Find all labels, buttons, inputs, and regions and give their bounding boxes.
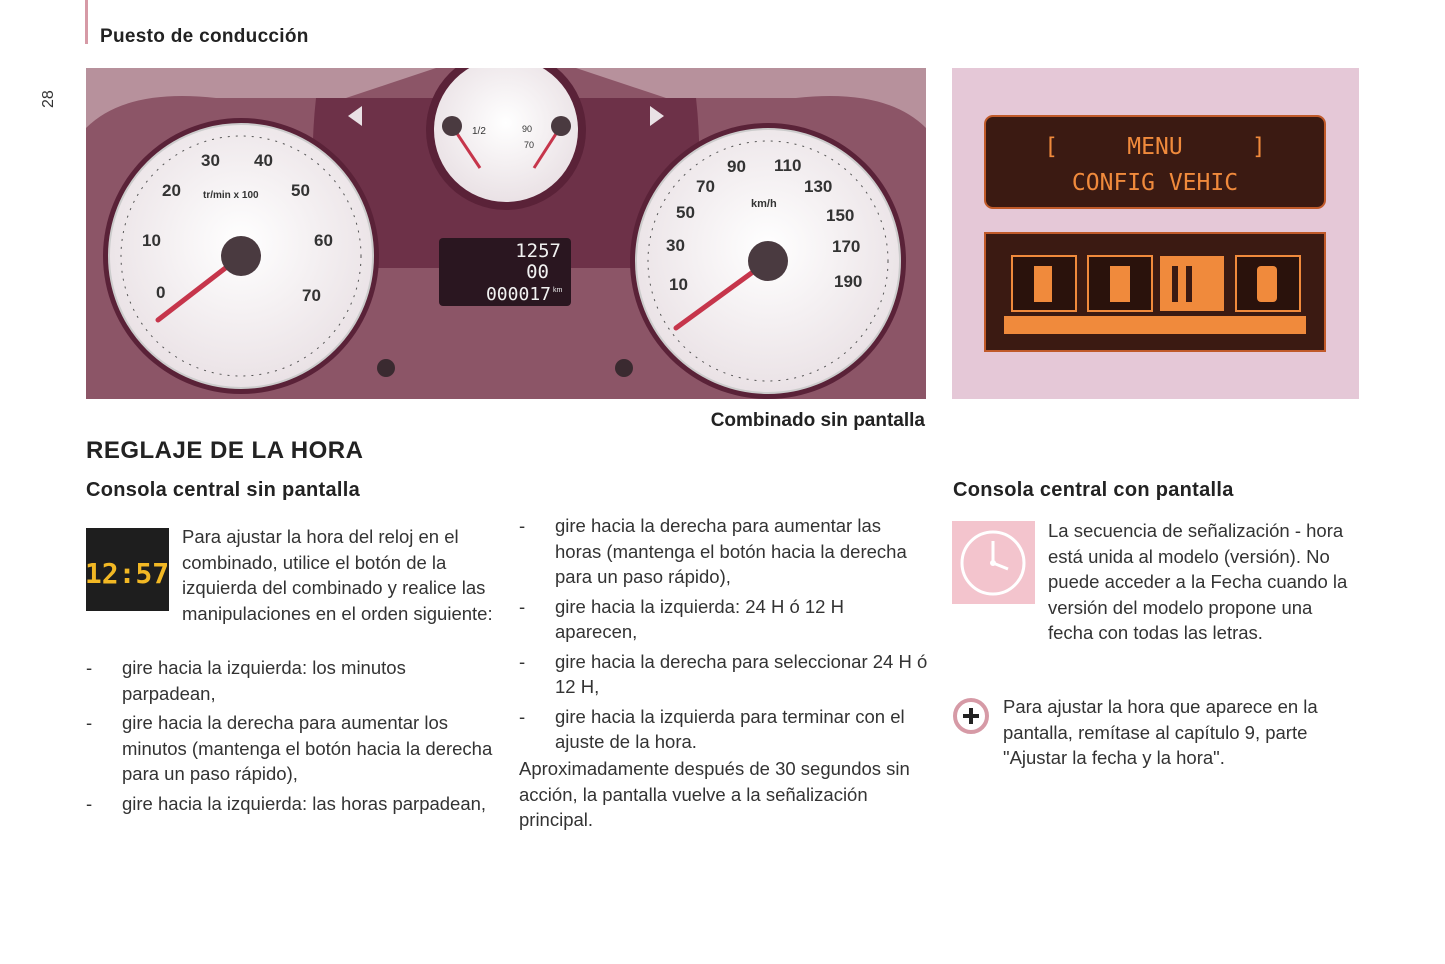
multifunction-display-illustration — [952, 68, 1359, 399]
cluster-lcd — [439, 238, 571, 306]
left-bullet-list — [86, 655, 496, 820]
intro-paragraph: Para ajustar la hora del reloj en el combinado, utilice el botón de la izquierda del combinado y realice las manipulaciones en el orden siguiente: — [182, 526, 493, 624]
list-item: - gire hacia la derecha para aumentar los minutos (mantenga el botón hacia la derecha para un paso rápido), — [86, 710, 496, 787]
tacho-label-30: 30 — [201, 151, 220, 170]
speedo-label-190: 190 — [834, 272, 863, 291]
lcd-odo-unit: km — [553, 287, 563, 294]
analog-clock-icon — [952, 521, 1035, 604]
tacho-unit: tr/min x 100 — [203, 190, 259, 201]
info-plus-icon — [953, 698, 989, 734]
version-paragraph: La secuencia de señalización - hora está unida al modelo (versión). No puede acceder a la Fecha cuando la versión del modelo propone una fecha con todas las letras. — [1048, 520, 1348, 643]
middle-bullet-list — [519, 513, 929, 759]
cluster-caption: Combinado sin pantalla — [710, 410, 925, 431]
list-item: - gire hacia la derecha para aumentar las horas (mantenga el botón hacia la derecha para un paso rápido), — [519, 513, 929, 590]
instrument-cluster-svg — [86, 68, 926, 399]
speedo-label-90: 90 — [727, 157, 746, 176]
digital-clock-icon — [86, 528, 169, 611]
speedo-unit: km/h — [751, 198, 777, 210]
list-item: - gire hacia la izquierda: las horas parpadean, — [86, 791, 496, 817]
display-menu-bar — [1004, 316, 1306, 334]
timeout-paragraph: Aproximadamente después de 30 segundos sin acción, la pantalla vuelve a la señalización principal. — [519, 758, 910, 830]
speedo-label-150: 150 — [826, 206, 855, 225]
display-svg — [952, 68, 1359, 399]
tachometer — [103, 118, 379, 394]
tacho-label-70: 70 — [302, 286, 321, 305]
section-title: Puesto de conducción — [100, 26, 309, 47]
list-item: - gire hacia la izquierda para terminar con el ajuste de la hora. — [519, 704, 929, 755]
right-trip-knob — [615, 359, 633, 377]
digital-clock-text: 12:57 — [86, 557, 169, 590]
speedo-label-30: 30 — [666, 236, 685, 255]
tacho-label-10: 10 — [142, 231, 161, 250]
temp-90-label: 90 — [522, 124, 533, 134]
temp-70-label: 70 — [524, 140, 535, 150]
speedo-label-110: 110 — [774, 156, 802, 175]
speedometer — [630, 123, 906, 399]
speedo-label-70: 70 — [696, 177, 715, 196]
right-subheading: Consola central con pantalla — [953, 479, 1234, 501]
speedo-label-170: 170 — [832, 237, 861, 256]
display-config-text: CONFIG VEHIC — [1071, 170, 1239, 196]
instrument-cluster-illustration — [86, 68, 926, 399]
display-menu-text: [ MENU ] — [1044, 134, 1266, 160]
list-item: - gire hacia la izquierda: los minutos parpadean, — [86, 655, 496, 706]
lcd-time: 1257 — [515, 240, 561, 262]
lcd-odometer: 000017 — [485, 284, 551, 305]
reference-note: Para ajustar la hora que aparece en la pantalla, remítase al capítulo 9, parte "Ajustar la fecha y la hora". — [1003, 696, 1318, 768]
speedo-label-50: 50 — [676, 203, 695, 222]
page-number: 28 — [40, 90, 57, 108]
left-trip-knob — [377, 359, 395, 377]
speedo-label-130: 130 — [804, 177, 833, 196]
header-accent-bar — [85, 0, 88, 44]
tacho-label-20: 20 — [162, 181, 181, 200]
tacho-label-50: 50 — [291, 181, 310, 200]
speedo-label-10: 10 — [669, 275, 688, 294]
lcd-trip: 00 — [526, 261, 549, 283]
list-item: - gire hacia la izquierda: 24 H ó 12 H aparecen, — [519, 594, 929, 645]
tacho-label-60: 60 — [314, 231, 333, 250]
tacho-label-0: 0 — [156, 283, 166, 302]
tacho-label-40: 40 — [254, 151, 273, 170]
left-subheading: Consola central sin pantalla — [86, 479, 361, 501]
list-item: - gire hacia la derecha para seleccionar 24 H ó 12 H, — [519, 649, 929, 700]
fuel-half-label: 1/2 — [472, 126, 486, 137]
section-heading: REGLAJE DE LA HORA — [86, 437, 364, 464]
